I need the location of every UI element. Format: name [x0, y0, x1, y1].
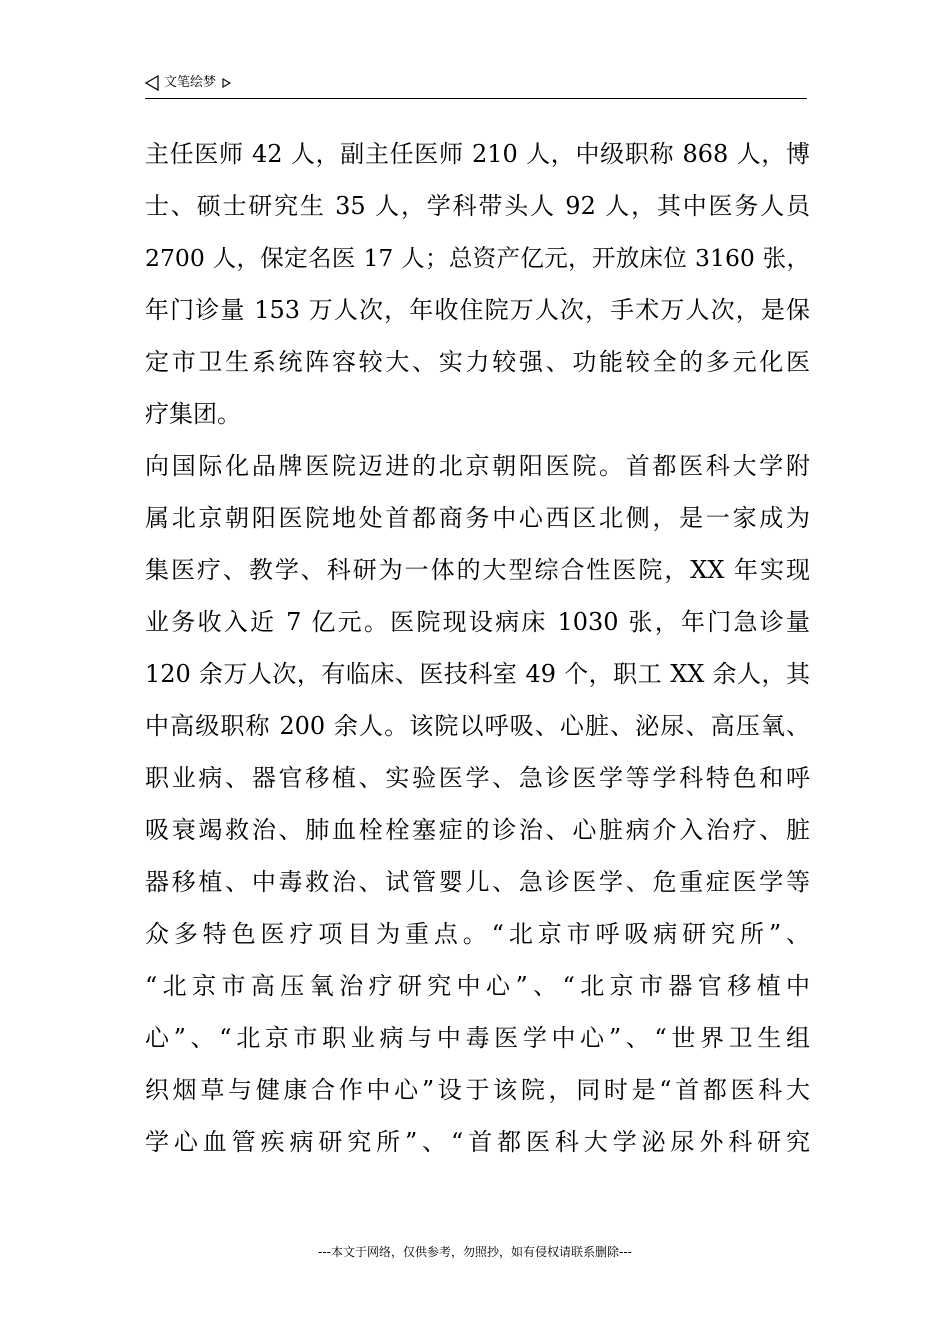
document-body: [145, 128, 810, 1168]
text-line: 向国际化品牌医院迈进的北京朝阳医院。首都医科大学附: [145, 452, 810, 480]
text-line: 士、硕士研究生 35 人，学科带头人 92 人，其中医务人员: [145, 192, 810, 220]
text-line: 织烟草与健康合作中心”设于该院，同时是“首都医科大: [145, 1076, 810, 1104]
text-line: 定市卫生系统阵容较大、实力较强、功能较全的多元化医: [145, 348, 810, 376]
text-line: 主任医师 42 人，副主任医师 210 人，中级职称 868 人，博: [145, 140, 810, 168]
footer-disclaimer: ---本文于网络，仅供参考，勿照抄，如有侵权请联系删除---: [318, 1245, 632, 1259]
text-line: 业务收入近 7 亿元。医院现设病床 1030 张，年门急诊量: [145, 608, 810, 636]
text-line: 2700 人，保定名医 17 人；总资产亿元，开放床位 3160 张，: [145, 244, 810, 272]
paragraph-2: [145, 440, 810, 1168]
text-line: 心”、“北京市职业病与中毒医学中心”、“世界卫生组: [145, 1024, 810, 1052]
text-line: 众多特色医疗项目为重点。“北京市呼吸病研究所”、: [145, 920, 810, 948]
paragraph-1: [145, 128, 810, 440]
text-line: 学心血管疾病研究所”、“首都医科大学泌尿外科研究: [145, 1128, 810, 1156]
text-line: 年门诊量 153 万人次，年收住院万人次，手术万人次，是保: [145, 296, 810, 324]
text-line: 疗集团。: [145, 400, 241, 428]
triangle-right-icon: [222, 78, 231, 88]
text-line: 集医疗、教学、科研为一体的大型综合性医院，XX 年实现: [145, 556, 810, 584]
text-line: 120 余万人次，有临床、医技科室 49 个，职工 XX 余人，其: [145, 660, 810, 688]
brand-name: 文笔绘梦: [164, 75, 217, 90]
text-line: “北京市高压氧治疗研究中心”、“北京市器官移植中: [145, 972, 810, 1000]
text-line: 中高级职称 200 余人。该院以呼吸、心脏、泌尿、高压氧、: [145, 712, 810, 740]
text-line: 职业病、器官移植、实验医学、急诊医学等学科特色和呼: [145, 764, 810, 792]
text-line: 器移植、中毒救治、试管婴儿、急诊医学、危重症医学等: [145, 868, 810, 896]
text-line: 属北京朝阳医院地处首都商务中心西区北侧，是一家成为: [145, 504, 810, 532]
header-brand: [145, 74, 231, 92]
triangle-left-icon: [145, 75, 159, 91]
page-header: [145, 72, 807, 99]
text-line: 吸衰竭救治、肺血栓栓塞症的诊治、心脏病介入治疗、脏: [145, 816, 810, 844]
